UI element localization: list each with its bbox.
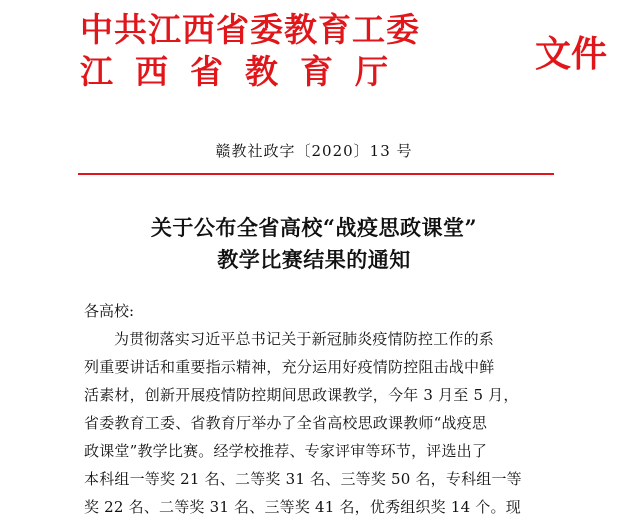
body-line-1: 为贯彻落实习近平总书记关于新冠肺炎疫情防控工作的系 [114, 330, 495, 348]
document-type-label: 文件 [535, 33, 608, 75]
document-header [80, 4, 608, 91]
body-line-4: 省委教育工委、省教育厅举办了全省高校思政课教师“战疫思 [84, 414, 488, 432]
body-line-7: 奖 22 名、二等奖 31 名、三等奖 41 名，优秀组织奖 14 个。现 [84, 498, 521, 516]
document-title-line-1: 关于公布全省高校“战疫思政课堂” [150, 215, 478, 240]
salutation: 各高校: [84, 302, 135, 320]
body-line-3: 活素材，创新开展疫情防控期间思政课教学，今年 3 月至 5 月， [84, 386, 519, 404]
document-number: 赣教社政字〔2020〕13 号 [215, 142, 413, 160]
document-title-line-2: 教学比赛结果的通知 [217, 247, 411, 272]
issuing-org-line-1: 中共江西省委教育工委 [80, 10, 420, 49]
body-line-6: 本科组一等奖 21 名、二等奖 31 名、三等奖 50 名，专科组一等 [84, 470, 522, 488]
body-line-2: 列重要讲话和重要指示精神，充分运用好疫情防控阻击战中鲜 [84, 358, 495, 376]
body-line-5: 政课堂”教学比赛。经学校推荐、专家评审等环节，评选出了 [84, 442, 488, 460]
red-separator-line [78, 173, 554, 175]
issuing-org-line-2: 江西省教育厅 [80, 52, 410, 91]
